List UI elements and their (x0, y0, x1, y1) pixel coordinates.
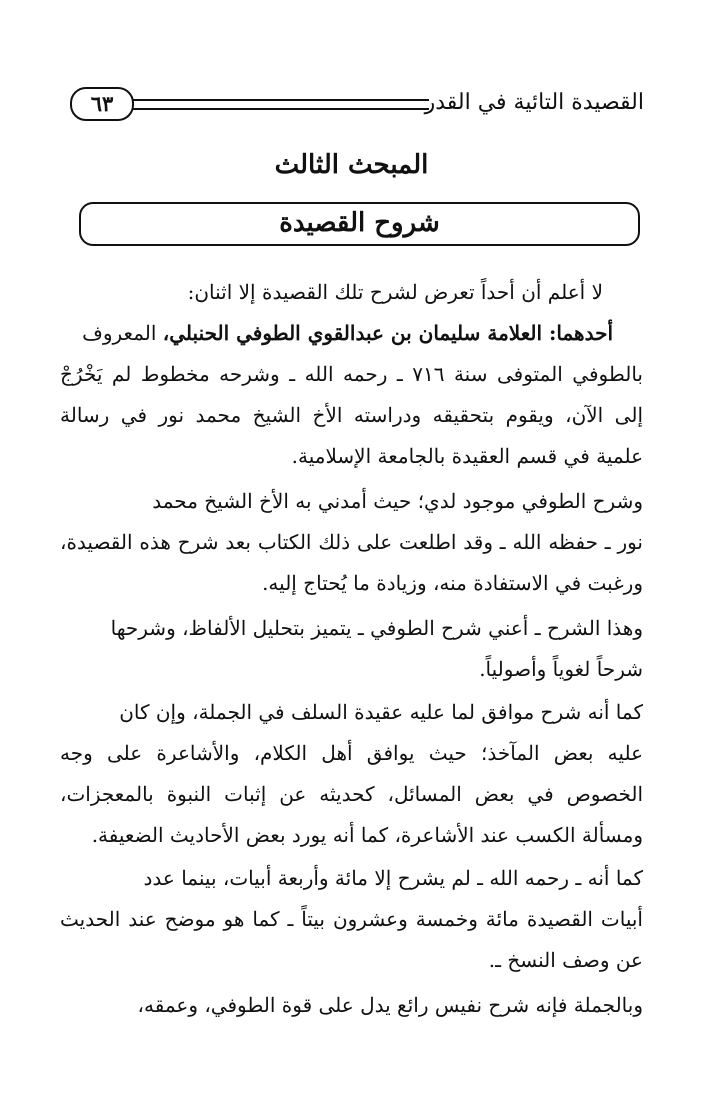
page-number: ٦٣ (70, 87, 134, 121)
running-header-title: القصيدة التائية في القدر (424, 90, 644, 115)
p2-line-1-rest: المعروف (82, 321, 163, 345)
p5-line-4: ومسألة الكسب عند الأشاعرة، كما أنه يورد بعض الأحاديث الضعيفة. (91, 823, 643, 847)
p5-line-1: كما أنه شرح موافق لما عليه عقيدة السلف في الجملة، وإن كان (119, 700, 643, 724)
p4-line-1: وهذا الشرح ـ أعني شرح الطوفي ـ يتميز بتحليل الألفاظ، وشرحها (110, 616, 643, 640)
boxed-title: شروح القصيدة (279, 208, 440, 238)
p6-line-1: كما أنه ـ رحمه الله ـ لم يشرح إلا مائة وأربعة أبيات، بينما عدد (143, 866, 643, 890)
header-double-rule (124, 99, 429, 110)
p2-line-4: علمية في قسم العقيدة بالجامعة الإسلامية. (291, 444, 643, 468)
section-heading: المبحث الثالث (274, 150, 429, 180)
p2-line-2: بالطوفي المتوفى سنة ٧١٦ ـ رحمه الله ـ وشرحه مخطوط لم يَخْرُجْ (60, 362, 643, 386)
p5-line-3: الخصوص في بعض المسائل، كحديثه عن إثبات النبوة بالمعجزات، (60, 782, 643, 806)
p6-line-3: عن وصف النسخ ـ. (488, 948, 643, 972)
p5-line-2: عليه بعض المآخذ؛ حيث يوافق أهل الكلام، والأشاعرة على وجه (60, 741, 643, 765)
boxed-title-frame (79, 202, 640, 246)
p2-line-1 (82, 313, 613, 353)
p1-line-1: لا أعلم أن أحداً تعرض لشرح تلك القصيدة إلا اثنان: (187, 280, 603, 304)
p7-line-1: وبالجملة فإنه شرح نفيس رائع يدل على قوة الطوفي، وعمقه، (137, 993, 643, 1017)
running-header (70, 84, 644, 124)
p6-line-2: أبيات القصيدة مائة وخمسة وعشرون بيتاً ـ كما هو موضح عند الحديث (60, 907, 643, 931)
p3-line-3: ورغبت في الاستفادة منه، وزيادة ما يُحتاج إليه. (262, 571, 643, 595)
p4-line-2: شرحاً لغوياً وأصولياً. (479, 657, 643, 681)
p3-line-1: وشرح الطوفي موجود لدي؛ حيث أمدني به الأخ الشيخ محمد (152, 489, 643, 513)
p3-line-2: نور ـ حفظه الله ـ وقد اطلعت على ذلك الكتاب بعد شرح هذه القصيدة، (60, 530, 643, 554)
p2-bold-name: أحدهما: العلامة سليمان بن عبدالقوي الطوفي الحنبلي، (162, 321, 613, 345)
p2-line-3: إلى الآن، ويقوم بتحقيقه ودراسته الأخ الشيخ محمد نور في رسالة (60, 403, 643, 427)
